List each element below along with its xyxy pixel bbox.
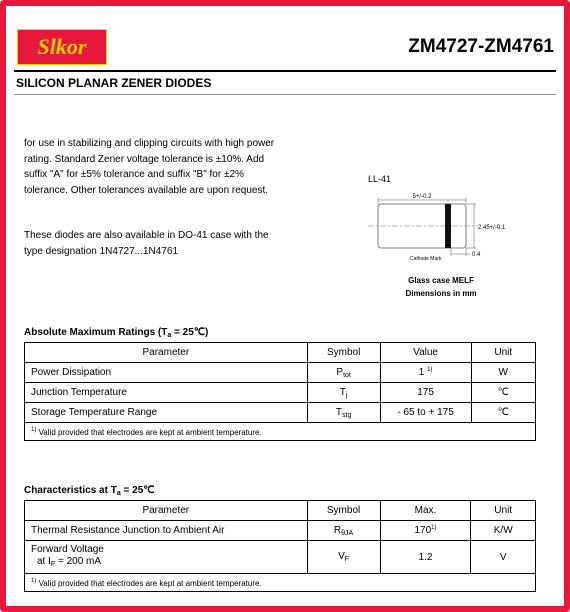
col-header-max: Max. [380,501,471,521]
table-row [25,363,536,383]
value-cell: 1.2 [380,541,471,574]
diameter-dimension: 2.45+/-0.1 [478,225,506,231]
value-cell: 1 $^{1)}$ [380,363,471,383]
table-header-row [25,501,536,521]
length-dimension: 5+/-0.2 [412,194,432,200]
symbol-cell: $T_{stg}$ [307,403,380,423]
band-dimension: 0.4 [472,252,481,258]
symbol-cell: $P_{tot}$ [307,363,380,383]
col-header-symbol: Symbol [307,501,380,521]
value-cell: - 65 to + 175 [380,403,471,423]
param-cell: Forward Voltage at $I_F = 200$ mA [25,541,308,574]
symbol-cell: $R_{\theta JA}$ [307,521,380,541]
unit-cell: K/W [471,521,536,541]
package-drawing [366,190,526,274]
part-range-title: ZM4727-ZM4761 [408,36,554,57]
col-header-parameter: Parameter [25,501,308,521]
unit-cell: ℃ [471,403,535,423]
value-cell: 175 [380,383,471,403]
unit-cell: V [471,541,536,574]
description-paragraph-1: for use in stabilizing and clipping circuits with high power rating. Standard Zener voltage tolerance is ±10%. Add suffix "A" for ±5% tolerance and suffix "B" for ±2% tolerance. Other tolerances available are upon request. [24,138,275,196]
unit-cell: ℃ [471,383,535,403]
table-footnote: $^{1)}$ Valid provided that electrodes are kept at ambient temperature. [25,574,536,592]
table-row [25,541,536,574]
symbol-cell: $V_F$ [307,541,380,574]
product-subtitle: SILICON PLANAR ZENER DIODES [16,76,212,90]
package-caption-units: Dimensions in mm [405,289,477,298]
table-note-row [25,574,536,592]
datasheet-page [6,6,564,606]
unit-cell: W [471,363,535,383]
col-header-symbol: Symbol [307,343,380,363]
package-name: LL-41 [368,174,392,184]
table-row [25,521,536,541]
table-row [25,403,536,423]
col-header-parameter: Parameter [25,343,308,363]
logo-wordmark [22,33,102,61]
param-cell: Thermal Resistance Junction to Ambient Air [25,521,308,541]
param-cell: Power Dissipation [25,363,308,383]
col-header-unit: Unit [471,501,536,521]
cathode-band [445,204,451,248]
description-paragraph-2: These diodes are also available in DO-41 case with the type designation 1N4727...1N4761 [24,230,269,257]
table-footnote: $^{1)}$ Valid provided that electrodes are kept at ambient temperature. [25,423,536,441]
symbol-cell: $T_j$ [307,383,380,403]
value-cell: 170$^{1)}$ [380,521,471,541]
subtitle-rule [14,94,556,95]
abs-max-table [24,342,536,441]
brand-logo [17,29,107,65]
svg-text:Slkor: Slkor [37,34,87,59]
characteristics-title: Characteristics at $T_a$ = 25℃ [24,485,155,497]
abs-max-title: Absolute Maximum Ratings ($T_a$ = 25℃) [24,327,209,339]
header-rule [14,70,556,72]
col-header-value: Value [380,343,471,363]
table-row [25,383,536,403]
param-cell: Storage Temperature Range [25,403,308,423]
table-note-row [25,423,536,441]
table-header-row [25,343,536,363]
characteristics-table [24,500,536,592]
param-cell: Junction Temperature [25,383,308,403]
cathode-mark-label: Cathode Mark [410,256,442,262]
package-caption-case: Glass case MELF [408,276,474,285]
col-header-unit: Unit [471,343,535,363]
